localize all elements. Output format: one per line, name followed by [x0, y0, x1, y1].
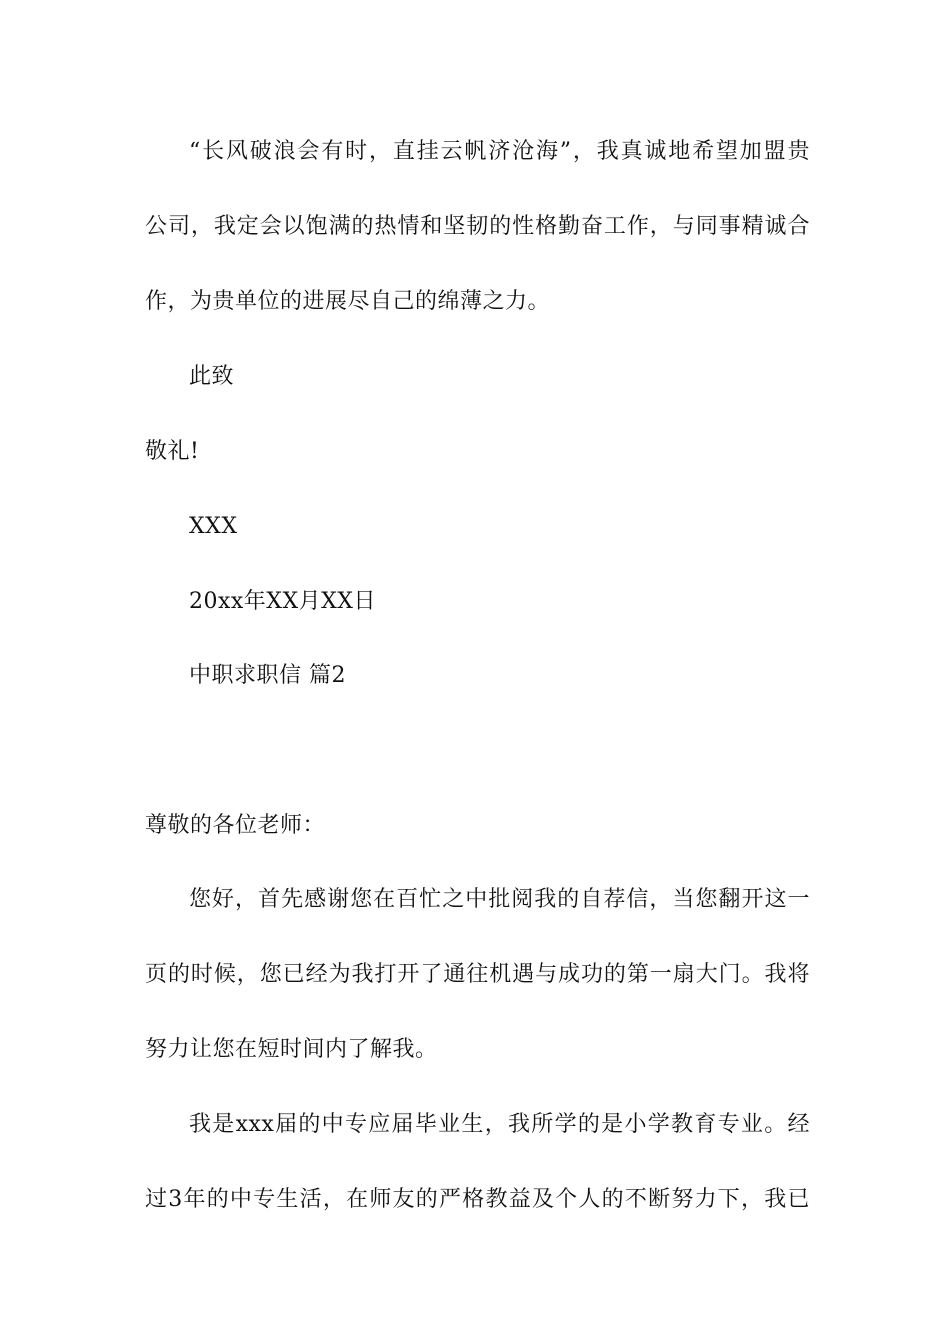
closing-text: 此致 — [189, 364, 235, 389]
paragraph-line: 作，为贵单位的进展尽自己的绵薄之力。 — [145, 289, 551, 314]
date-text: 20xx年XX月XX日 — [189, 589, 376, 614]
paragraph-line: 公司，我定会以饱满的热情和坚韧的性格勤奋工作，与同事精诚合 — [145, 214, 810, 239]
paragraph-line: 您好，首先感谢您在百忙之中批阅我的自荐信，当您翻开这一 — [189, 887, 810, 912]
signature-text: XXX — [189, 514, 238, 539]
paragraph-line: “长风破浪会有时，直挂云帆济沧海”，我真诚地希望加盟贵 — [189, 139, 810, 164]
paragraph-line: 努力让您在短时间内了解我。 — [145, 1037, 438, 1062]
salutation-text: 敬礼! — [145, 439, 200, 464]
greeting-text: 尊敬的各位老师： — [145, 813, 326, 838]
section-title: 中职求职信 篇2 — [189, 663, 346, 688]
paragraph-line: 页的时候，您已经为我打开了通往机遇与成功的第一扇大门。我将 — [145, 962, 810, 987]
paragraph-line: 我是xxx届的中专应届毕业生，我所学的是小学教育专业。经 — [189, 1112, 810, 1137]
paragraph-line: 过3年的中专生活，在师友的严格教益及个人的不断努力下，我已 — [145, 1187, 810, 1212]
